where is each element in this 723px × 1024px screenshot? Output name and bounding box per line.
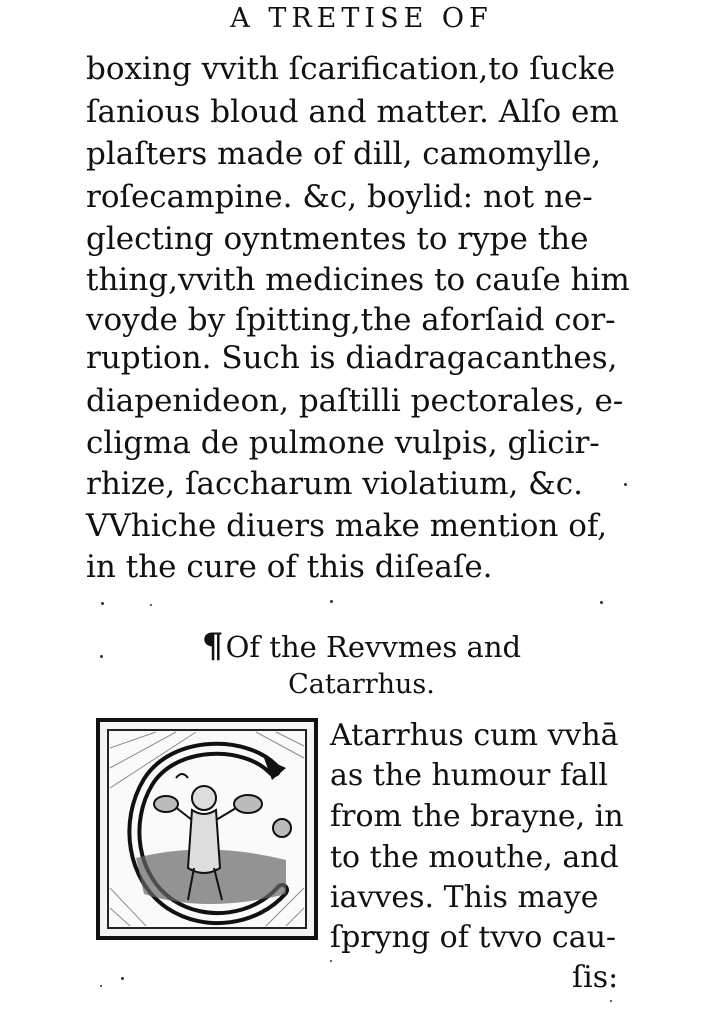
text-line: cligma de pulmone vulpis, glicir- [86, 425, 600, 461]
side-text-line: as the humour fall [330, 758, 609, 793]
text-line: voyde by ſpitting,the aforſaid cor- [86, 302, 616, 338]
running-head: A TRETISE OF [230, 3, 493, 34]
ink-speck [150, 604, 152, 606]
side-text-line: iavves. This maye [330, 880, 599, 915]
text-line: in the cure of this diſeaſe. [86, 549, 493, 585]
ink-speck [610, 1000, 612, 1002]
side-text-line: Atarrhus cum vvhā [330, 718, 619, 753]
ink-speck [330, 600, 333, 603]
side-text-line: ſpryng of tvvo cau- [330, 920, 617, 955]
ink-speck [624, 483, 627, 486]
woodcut-initial-illustration [96, 718, 318, 940]
ink-speck [121, 977, 124, 980]
text-line: rhize, ſaccharum violatium, &c. [86, 466, 583, 502]
text-line: roſecampine. &c, boylid: not ne- [86, 179, 593, 215]
ink-speck [100, 985, 102, 987]
text-line: VVhiche diuers make mention of, [86, 508, 608, 544]
section-heading-line-1: Of the Revvmes and [225, 630, 522, 664]
text-line: ruption. Such is diadragacanthes, [86, 340, 618, 376]
decorated-initial-letter [96, 718, 318, 940]
side-text-line: ſis: [572, 960, 619, 995]
text-line: boxing vvith ſcarification,to ſucke [86, 51, 616, 87]
ink-speck [600, 601, 603, 604]
text-line: thing,vvith medicines to cauſe him [86, 262, 630, 298]
ink-speck [100, 655, 103, 658]
ink-speck [330, 960, 332, 962]
section-heading [0, 628, 723, 665]
text-line: plaſters made of dill, camomylle, [86, 136, 602, 172]
section-subheading: Catarrhus. [288, 669, 435, 700]
text-line: ſanious bloud and matter. Alſo em [86, 94, 619, 130]
side-text-line: from the brayne, in [330, 799, 624, 834]
side-text-line: to the mouthe, and [330, 840, 619, 875]
text-line: diapenideon, paſtilli pectorales, e- [86, 383, 624, 419]
text-line: glecting oyntmentes to rype the [86, 221, 589, 257]
ink-speck [101, 602, 104, 605]
pilcrow-mark: ¶ [201, 626, 224, 666]
